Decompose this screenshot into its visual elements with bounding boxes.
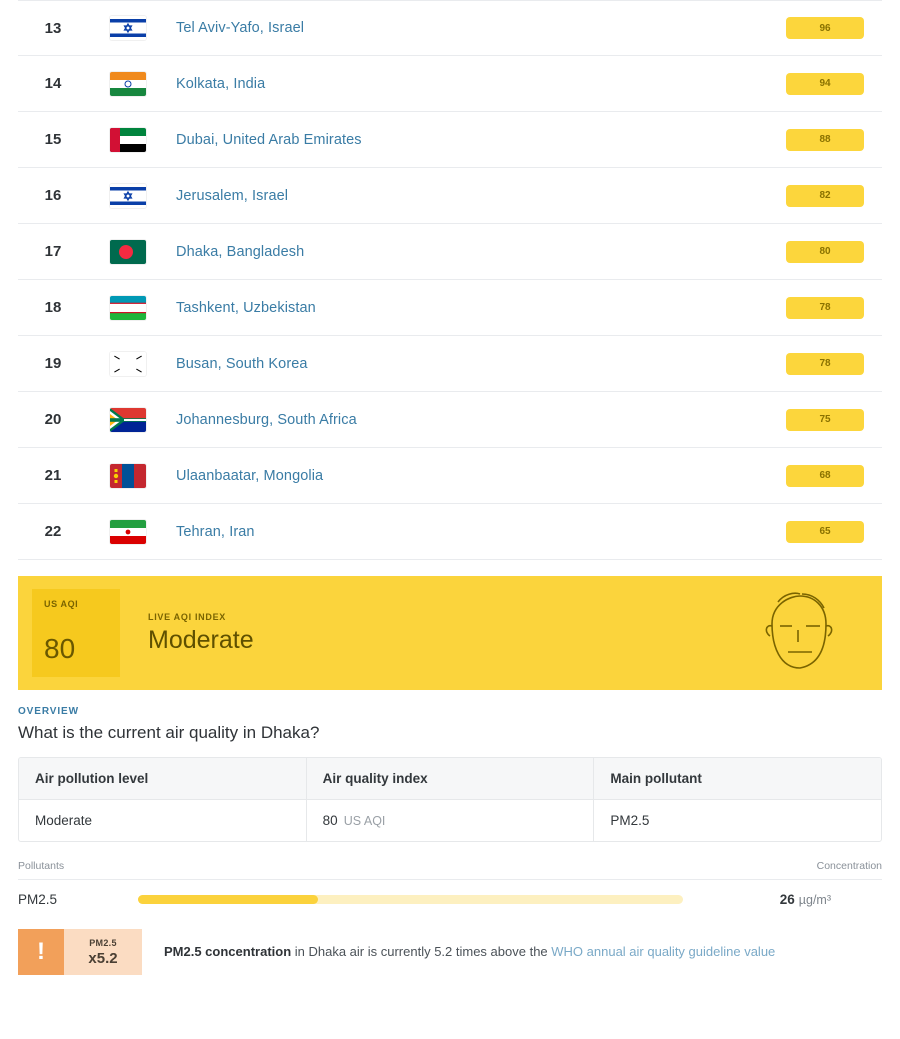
- rank-number: 22: [44, 523, 62, 540]
- pollutant-concentration-section: [18, 860, 882, 913]
- aqi-badge: 80: [786, 241, 864, 263]
- aqi-badge: 75: [786, 409, 864, 431]
- rank-number: 19: [44, 355, 62, 372]
- who-note-bold: PM2.5 concentration: [164, 943, 292, 959]
- aqi-badge: 78: [786, 353, 864, 375]
- table-row[interactable]: [18, 280, 882, 336]
- us-aqi-badge: [32, 589, 120, 677]
- aqi-badge: 78: [786, 297, 864, 319]
- pm25-multiplier-value: x5.2: [88, 949, 118, 967]
- rank-number: 17: [44, 243, 62, 260]
- flag-south-africa-icon: [88, 408, 168, 432]
- flag-israel-icon: [88, 184, 168, 208]
- flag-india-icon: [88, 72, 168, 96]
- city-link[interactable]: Ulaanbaatar, Mongolia: [176, 467, 324, 484]
- table-row[interactable]: [18, 112, 882, 168]
- flag-uzbekistan-icon: [88, 296, 168, 320]
- concentration-column-label: Concentration: [816, 860, 882, 872]
- air-quality-summary-table: [18, 757, 882, 842]
- pollutant-header: [18, 860, 882, 880]
- city-link[interactable]: Tehran, Iran: [176, 523, 255, 540]
- neutral-face-icon: [760, 590, 836, 681]
- header-air-quality-index: Air quality index: [307, 758, 595, 799]
- rank-number: 21: [44, 467, 62, 484]
- live-aqi-banner: [18, 576, 882, 690]
- table-row[interactable]: [18, 224, 882, 280]
- aqi-badge: 82: [786, 185, 864, 207]
- rank-number: 20: [44, 411, 62, 428]
- rank-number: 13: [44, 19, 62, 37]
- aqi-badge: 94: [786, 73, 864, 95]
- aqi-badge: 96: [786, 17, 864, 39]
- summary-table-value-row: [19, 799, 881, 841]
- aqi-unit: US AQI: [343, 814, 386, 828]
- pollutant-bar-fill: [138, 895, 318, 904]
- overview-kicker: OVERVIEW: [18, 706, 79, 717]
- city-link[interactable]: Busan, South Korea: [176, 355, 308, 372]
- rank-number: 14: [44, 75, 62, 92]
- who-guideline-link[interactable]: WHO annual air quality guideline value: [551, 943, 776, 959]
- table-row[interactable]: [18, 0, 882, 56]
- table-row[interactable]: [18, 56, 882, 112]
- live-aqi-index-label: LIVE AQI INDEX: [148, 611, 226, 622]
- rank-number: 15: [44, 131, 62, 148]
- rank-number: 16: [44, 187, 62, 204]
- us-aqi-value: 80: [44, 633, 76, 664]
- table-row[interactable]: [18, 504, 882, 560]
- pollutant-name: PM2.5: [18, 892, 58, 907]
- city-link[interactable]: Dubai, United Arab Emirates: [176, 131, 362, 148]
- pollutant-rows: [18, 880, 882, 913]
- value-main-pollutant: PM2.5: [594, 799, 881, 841]
- city-link[interactable]: Tel Aviv-Yafo, Israel: [176, 20, 305, 36]
- aqi-badge: 65: [786, 521, 864, 543]
- pollutant-bar-track: [138, 895, 683, 904]
- table-row[interactable]: [18, 168, 882, 224]
- pollutant-row: [18, 880, 882, 913]
- flag-israel-icon: [88, 16, 168, 40]
- aqi-badge: 88: [786, 129, 864, 151]
- table-row[interactable]: [18, 336, 882, 392]
- city-link[interactable]: Jerusalem, Israel: [176, 187, 289, 204]
- flag-bangladesh-icon: [88, 240, 168, 264]
- header-air-pollution-level: Air pollution level: [19, 758, 307, 799]
- table-row[interactable]: [18, 448, 882, 504]
- table-row[interactable]: [18, 392, 882, 448]
- rank-number: 18: [44, 299, 62, 316]
- value-air-quality-index: [307, 799, 595, 841]
- header-main-pollutant: Main pollutant: [610, 771, 702, 786]
- flag-iran-icon: [88, 520, 168, 544]
- flag-south-korea-icon: [88, 352, 168, 376]
- flag-mongolia-icon: [88, 464, 168, 488]
- value-air-pollution-level: Moderate: [19, 799, 307, 841]
- city-link[interactable]: Kolkata, India: [176, 75, 266, 92]
- flag-uae-icon: [88, 128, 168, 152]
- pollutant-unit: µg/m³: [798, 893, 831, 907]
- who-note-text: [164, 943, 775, 961]
- aqi-level-text: Moderate: [148, 625, 254, 654]
- who-note-mid: in Dhaka air is currently 5.2 times above the: [291, 943, 552, 959]
- who-guideline-note: [18, 929, 882, 975]
- pollutant-concentration: 26 µg/m³: [779, 892, 831, 907]
- aqi-number: 80: [322, 813, 338, 828]
- city-link[interactable]: Johannesburg, South Africa: [176, 411, 357, 428]
- overview-section: [0, 690, 900, 743]
- exclamation-icon: !: [18, 929, 64, 975]
- aqi-badge: 68: [786, 465, 864, 487]
- pm25-multiplier-badge: [64, 929, 142, 975]
- overview-question: What is the current air quality in Dhaka?: [18, 723, 320, 742]
- summary-table-header-row: [19, 758, 881, 799]
- aqi-level-block: [148, 612, 254, 655]
- city-link[interactable]: Tashkent, Uzbekistan: [176, 299, 316, 316]
- pm25-badge-label: PM2.5: [89, 937, 117, 948]
- us-aqi-label: US AQI: [44, 599, 79, 609]
- pollutants-column-label: Pollutants: [18, 860, 65, 872]
- city-link[interactable]: Dhaka, Bangladesh: [176, 243, 305, 260]
